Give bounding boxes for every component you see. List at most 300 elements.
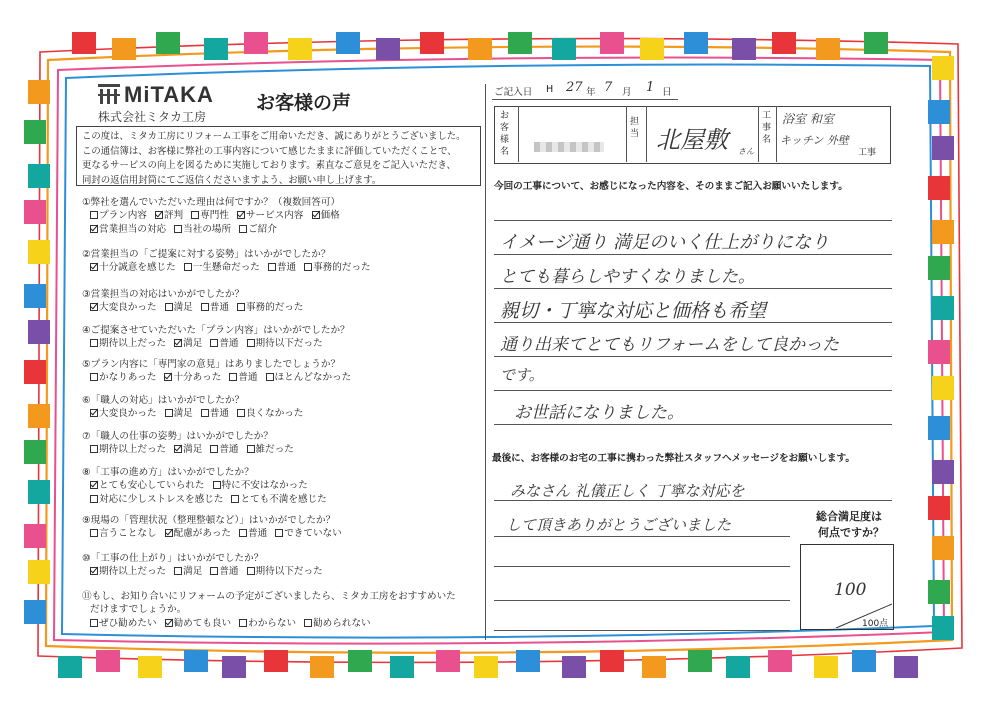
options-row (82, 527, 350, 540)
option[interactable] (201, 301, 229, 314)
checked-checkbox[interactable] (165, 619, 173, 627)
frame-square (24, 200, 46, 224)
option-label: 評判 (163, 210, 184, 222)
option-label: 勧めても良い (173, 617, 232, 629)
company-logo (98, 82, 248, 132)
frame-square (516, 650, 540, 672)
frame-square (24, 360, 46, 384)
frame-square (348, 650, 372, 672)
question-text: ①弊社を選んでいただいた理由は何ですか？（複数回答可） (82, 197, 341, 208)
koji-label: 工事名 (762, 111, 772, 145)
option-label: 大変良かった (99, 302, 157, 314)
date-month-unit: 月 (622, 87, 632, 98)
option[interactable] (213, 479, 308, 492)
writing-line (494, 356, 892, 357)
frame-square (138, 656, 162, 678)
frame-square (184, 650, 208, 672)
frame-square (732, 38, 756, 60)
frame-square (928, 340, 950, 364)
intro-line: 更なるサービスの向上を図るために実施しております。素直なご意見をご記入いただき、 (82, 160, 456, 172)
customer-label: お客様名 (500, 111, 510, 157)
checked-checkbox[interactable] (164, 373, 172, 381)
checkbox[interactable] (165, 409, 173, 417)
option-label: 普通 (219, 566, 239, 578)
frame-square (600, 650, 624, 672)
checkbox[interactable] (210, 445, 218, 453)
options-row (82, 371, 359, 384)
option[interactable] (237, 301, 304, 314)
option-label: プラン内容 (99, 210, 147, 222)
option[interactable] (247, 443, 294, 456)
option-label: 期待以上だった (99, 566, 167, 578)
writing-line (494, 424, 892, 425)
option[interactable] (90, 527, 157, 540)
checked-checkbox[interactable] (165, 529, 173, 537)
impression-text-line: 親切・丁寧な対応と価格も希望 (500, 300, 767, 322)
date-day-unit: 日 (662, 87, 672, 98)
option[interactable] (239, 527, 267, 540)
frame-square (932, 616, 954, 640)
frame-square (894, 656, 918, 678)
question-6 (82, 394, 312, 421)
frame-square (688, 650, 712, 672)
option[interactable] (247, 565, 323, 578)
message-text-line: して頂きありがとうございました (506, 516, 732, 534)
checkbox[interactable] (210, 339, 218, 347)
tanto-label: 担当 (630, 117, 640, 139)
checkbox[interactable] (201, 303, 209, 311)
question-1 (82, 196, 348, 236)
date-label: ご記入日 (494, 87, 533, 98)
frame-square (28, 80, 50, 104)
koji-line1: 浴室 和室 (782, 112, 834, 126)
page-title: お客様の声 (256, 92, 352, 114)
options-row (82, 223, 348, 236)
question-text: ⑦「職人の仕事の姿勢」はいかがでしたか？ (82, 431, 273, 442)
writing-line (494, 254, 892, 255)
checkbox[interactable] (90, 211, 98, 219)
frame-square (24, 440, 46, 464)
checked-checkbox[interactable] (237, 211, 245, 219)
option-label: ご紹介 (248, 223, 277, 235)
option-label: 普通 (219, 444, 239, 456)
tanto-suffix: さん (738, 147, 754, 156)
frame-square (562, 656, 586, 678)
impression-text-line: とても暮らしやすくなりました。 (500, 267, 755, 287)
option[interactable] (266, 371, 352, 384)
option[interactable] (90, 337, 166, 350)
writing-line (494, 600, 790, 601)
checkbox[interactable] (184, 263, 192, 271)
frame-square (28, 320, 50, 344)
option[interactable] (239, 223, 277, 236)
option[interactable] (304, 617, 371, 630)
option-label: 十分誠意を感じた (99, 262, 176, 274)
frame-square (72, 32, 96, 54)
frame-square (772, 32, 796, 54)
frame-square (642, 656, 666, 678)
question-7 (82, 430, 302, 457)
option-label: 満足 (183, 444, 203, 456)
intro-line: この通信簿は、お客様に弊社の工事内容について感じたままに評価していただくことで、 (82, 145, 457, 157)
checked-checkbox[interactable] (90, 303, 98, 311)
frame-square (222, 656, 246, 678)
options-row (82, 565, 331, 578)
option-label: わからない (248, 617, 297, 629)
date-year-value: 27 (566, 80, 583, 95)
checkbox[interactable] (210, 567, 218, 575)
frame-square (24, 120, 46, 144)
option-label: 普通 (248, 528, 268, 540)
option-label: 配慮があった (173, 528, 232, 540)
option[interactable] (90, 479, 205, 492)
option-label: 期待以下だった (255, 566, 323, 578)
date-underline (492, 99, 678, 100)
option[interactable] (165, 617, 232, 630)
option[interactable] (174, 337, 202, 350)
frame-square (816, 38, 840, 60)
option-label: 普通 (238, 372, 258, 384)
option-label: ほとんどなかった (274, 372, 352, 384)
koji-line2: キッチン 外壁 (780, 134, 849, 147)
frame-square (932, 136, 954, 160)
question-8 (82, 466, 335, 506)
option-label: 言うことなし (99, 528, 157, 540)
customer-name-redacted (534, 142, 604, 152)
frame-square (310, 656, 334, 678)
option-label: 対応に少しストレスを感じた (99, 493, 224, 505)
checkbox[interactable] (90, 619, 98, 627)
option-label: 満足 (173, 408, 193, 420)
option-label: とても不満を感じた (240, 493, 327, 505)
checkbox[interactable] (90, 339, 98, 347)
options-row (82, 407, 312, 420)
frame-square (244, 32, 268, 54)
checked-checkbox[interactable] (90, 409, 98, 417)
date-era: H (546, 84, 554, 95)
writing-line (494, 566, 790, 567)
options-row (82, 209, 348, 222)
option[interactable] (90, 407, 157, 420)
impressions-prompt: 今回の工事について、お感じになった内容を、そのままご記入お願いいたします。 (494, 181, 848, 192)
question-text-cont: だけますでしょうか。 (90, 604, 187, 616)
option-label: 事務的だった (245, 302, 304, 314)
checkbox[interactable] (90, 445, 98, 453)
frame-square (928, 580, 950, 604)
checkbox[interactable] (247, 339, 255, 347)
option[interactable] (165, 301, 193, 314)
frame-square (420, 32, 444, 54)
impression-text-line: です。 (500, 366, 544, 384)
checkbox[interactable] (174, 225, 182, 233)
question-10 (82, 552, 331, 579)
frame-square (24, 284, 46, 308)
logo-mark-icon (98, 84, 120, 104)
option-label: 価格 (320, 210, 340, 222)
option-label: 満足 (183, 338, 203, 350)
checkbox[interactable] (239, 529, 247, 537)
checked-checkbox[interactable] (90, 263, 98, 271)
option[interactable] (90, 493, 223, 506)
option-label: 当社の場所 (183, 223, 232, 235)
writing-line (494, 630, 790, 631)
writing-line (494, 536, 790, 537)
option-label: 雑だった (255, 444, 294, 456)
option[interactable] (210, 443, 238, 456)
frame-square (508, 32, 532, 54)
checkbox[interactable] (266, 373, 274, 381)
option-label: 普通 (209, 408, 229, 420)
option[interactable] (231, 493, 326, 506)
question-text: ⑤プラン内容に「専門家の意見」はありましたでしょうか？ (82, 359, 341, 370)
frame-square (864, 32, 888, 54)
message-prompt: 最後に、お客様のお宅の工事に携わった弊社スタッフへメッセージをお願いします。 (492, 453, 855, 464)
option-label: 大変良かった (99, 408, 157, 420)
frame-square (474, 656, 498, 678)
option[interactable] (229, 371, 257, 384)
impression-text-line: お世話になりました。 (514, 403, 684, 423)
checkbox[interactable] (90, 373, 98, 381)
options-row (82, 617, 456, 630)
option-label: 一生懸命だった (192, 262, 260, 274)
frame-square (468, 38, 492, 60)
option-label: 期待以上だった (99, 338, 167, 350)
option-label: 良くなかった (245, 408, 304, 420)
question-text: ③営業担当の対応はいかがでしたか？ (82, 289, 245, 300)
option[interactable] (174, 223, 231, 236)
option-label: 事務的だった (313, 262, 371, 274)
question-text: ②営業担当の「ご提案に対する姿勢」はいかがでしたか？ (82, 249, 331, 260)
options-row (82, 493, 335, 506)
option[interactable] (247, 337, 323, 350)
frame-square (58, 656, 82, 678)
score-max: 100点 (862, 619, 889, 629)
checkbox[interactable] (201, 409, 209, 417)
checkbox[interactable] (275, 529, 283, 537)
frame-square (204, 38, 228, 60)
option[interactable] (90, 301, 157, 314)
score-label-line1: 総合満足度は (816, 510, 882, 523)
option[interactable] (90, 209, 147, 222)
frame-square (684, 32, 708, 54)
checked-checkbox[interactable] (174, 339, 182, 347)
message-text-line: みなさん 礼儀正しく 丁寧な対応を (510, 482, 745, 500)
checkbox[interactable] (239, 225, 247, 233)
options-row (82, 337, 350, 350)
option-label: できていない (284, 528, 342, 540)
option-label: 営業担当の対応 (99, 223, 167, 235)
option[interactable] (304, 261, 371, 274)
options-row (82, 301, 312, 314)
option[interactable] (268, 261, 296, 274)
date-day-value: 1 (646, 80, 655, 95)
option[interactable] (155, 209, 183, 222)
date-month-value: 7 (604, 80, 613, 95)
logo-company-name: 株式会社ミタカ工房 (98, 110, 207, 124)
date-year-unit: 年 (586, 87, 596, 98)
checked-checkbox[interactable] (174, 445, 182, 453)
checked-checkbox[interactable] (90, 567, 98, 575)
option-label: 十分あった (173, 372, 222, 384)
frame-square (726, 656, 750, 678)
logo-name: MiTAKA (124, 82, 214, 107)
frame-square (928, 256, 950, 280)
option[interactable] (164, 371, 221, 384)
intro-text (82, 130, 480, 188)
checkbox[interactable] (90, 495, 98, 503)
writing-line (494, 288, 892, 289)
frame-square (264, 650, 288, 672)
option[interactable] (165, 407, 193, 420)
frame-square (28, 164, 50, 188)
option[interactable] (90, 617, 157, 630)
option-label: 専門性 (200, 210, 229, 222)
question-text: ⑥「職人の対応」はいかがでしたか？ (82, 395, 245, 406)
frame-square (932, 460, 954, 484)
frame-square (928, 176, 950, 200)
frame-square (814, 656, 838, 678)
question-2 (82, 248, 379, 275)
option[interactable] (239, 617, 296, 630)
option[interactable] (90, 371, 156, 384)
checkbox[interactable] (191, 211, 199, 219)
option-label: 満足 (173, 302, 193, 314)
checked-checkbox[interactable] (90, 481, 98, 489)
question-9 (82, 514, 350, 541)
option[interactable] (210, 565, 238, 578)
option[interactable] (90, 565, 166, 578)
option-label: サービス内容 (245, 210, 304, 222)
option[interactable] (210, 337, 238, 350)
option[interactable] (201, 407, 229, 420)
frame-square (96, 650, 120, 672)
frame-square (376, 38, 400, 60)
checked-checkbox[interactable] (312, 211, 320, 219)
frame-square (336, 32, 360, 54)
options-row (82, 443, 302, 456)
tanto-name: 北屋敷 (656, 126, 728, 154)
option-label: 満足 (183, 566, 203, 578)
frame-square (928, 416, 950, 440)
option[interactable] (90, 443, 166, 456)
frame-square (932, 296, 954, 320)
writing-line (494, 220, 892, 221)
checkbox[interactable] (237, 303, 245, 311)
checkbox[interactable] (174, 567, 182, 575)
question-5 (82, 358, 359, 385)
frame-square (932, 376, 954, 400)
option-label: 普通 (219, 338, 239, 350)
frame-square (24, 524, 46, 548)
option[interactable] (237, 407, 304, 420)
option[interactable] (165, 527, 231, 540)
option[interactable] (191, 209, 229, 222)
option[interactable] (237, 209, 304, 222)
checkbox[interactable] (237, 409, 245, 417)
intro-line: この度は、ミタカ工房にリフォーム工事をご用命いただき、誠にありがとうございました。 (82, 131, 466, 142)
checkbox[interactable] (247, 445, 255, 453)
checkbox[interactable] (90, 529, 98, 537)
score-label-line2: 何点ですか？ (818, 526, 884, 539)
option[interactable] (174, 565, 202, 578)
frame-square (552, 38, 576, 60)
frame-square (768, 650, 792, 672)
question-text: ⑧「工事の進め方」はいかがでしたか？ (82, 467, 254, 478)
checked-checkbox[interactable] (90, 225, 98, 233)
frame-square (928, 496, 950, 520)
checkbox[interactable] (231, 495, 239, 503)
option[interactable] (174, 443, 202, 456)
option-label: 期待以下だった (255, 338, 323, 350)
intro-line: 同封の返信用封筒にてご返信くださいますよう、お願い申し上げます。 (82, 174, 382, 186)
option[interactable] (90, 261, 176, 274)
frame-square (436, 650, 460, 672)
checkbox[interactable] (165, 303, 173, 311)
option[interactable] (312, 209, 340, 222)
option-label: 期待以上だった (99, 444, 167, 456)
checkbox[interactable] (247, 567, 255, 575)
frame-square (600, 32, 624, 54)
frame-square (288, 38, 312, 60)
impression-text-line: イメージ通り 満足のいく仕上がりになり (500, 232, 830, 253)
koji-suffix: 工事 (858, 148, 877, 158)
frame-square (932, 220, 954, 244)
checkbox[interactable] (239, 619, 247, 627)
frame-square (932, 56, 954, 80)
option-label: 勧められない (313, 617, 371, 629)
question-3 (82, 288, 312, 315)
question-11 (82, 590, 456, 630)
column-divider (485, 84, 486, 640)
frame-square (112, 38, 136, 60)
question-4 (82, 324, 350, 351)
frame-square (640, 38, 664, 60)
checkbox[interactable] (304, 263, 312, 271)
options-row (82, 479, 335, 492)
option-label: かなりあった (99, 372, 157, 384)
frame-square (852, 650, 876, 672)
option[interactable] (184, 261, 260, 274)
question-text: ⑩「工事の仕上がり」はいかがでしたか？ (82, 553, 264, 564)
writing-line (494, 390, 892, 391)
checkbox[interactable] (213, 481, 221, 489)
question-text: ⑨現場の「管理状況（整理整頓など）」はいかがでしたか？ (82, 515, 336, 526)
frame-square (928, 100, 950, 124)
checked-checkbox[interactable] (155, 211, 163, 219)
checkbox[interactable] (304, 619, 312, 627)
question-text: ④ご提案させていただいた「プラン内容」はいかがでしたか？ (82, 325, 350, 336)
option-label: ぜひ勧めたい (99, 617, 157, 629)
option[interactable] (90, 223, 166, 236)
checkbox[interactable] (229, 373, 237, 381)
option-label: 普通 (209, 302, 229, 314)
frame-square (28, 480, 50, 504)
frame-square (390, 656, 414, 678)
options-row (82, 261, 379, 274)
frame-square (24, 600, 46, 624)
checkbox[interactable] (268, 263, 276, 271)
option-label: 特に不安はなかった (221, 480, 308, 492)
score-value: 100 (834, 580, 867, 600)
question-text: ⑪もし、お知り合いにリフォームの予定がございましたら、ミタカ工房をおすすめいた (82, 591, 456, 602)
option-label: 普通 (276, 262, 297, 274)
frame-square (156, 32, 180, 54)
option[interactable] (275, 527, 342, 540)
frame-square (932, 536, 954, 560)
frame-square (28, 240, 50, 264)
option-label: とても安心していられた (99, 480, 205, 492)
impression-text-line: 通り出来てとてもリフォームをして良かった (500, 335, 840, 355)
